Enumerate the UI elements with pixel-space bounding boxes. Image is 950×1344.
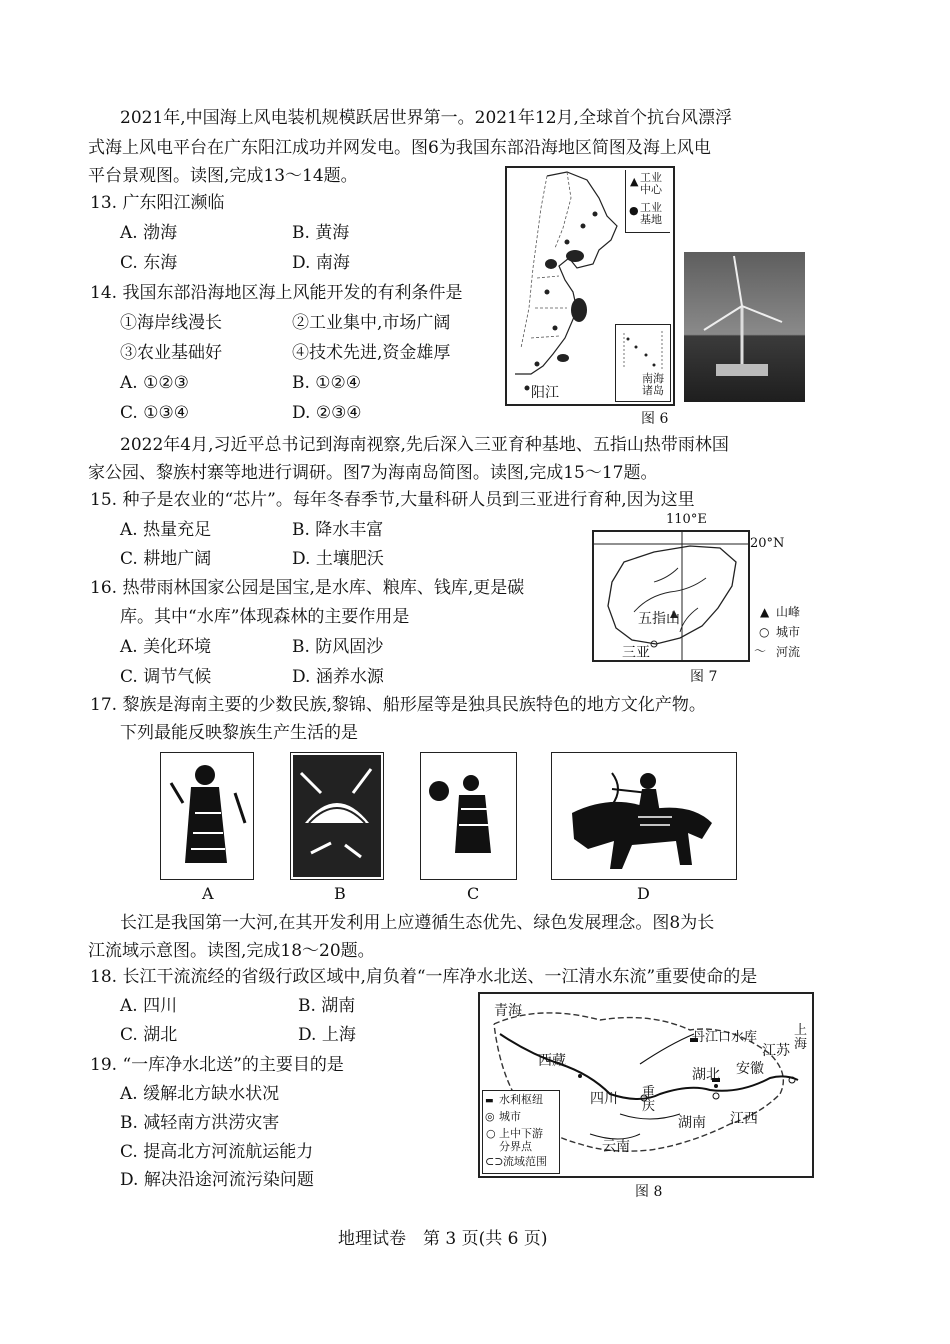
blob-icon: ● <box>629 204 639 217</box>
figure-8-yangtze-basin-map <box>478 992 814 1178</box>
dot-icon: ○ <box>486 1127 496 1140</box>
south-china-sea-inset <box>615 324 671 402</box>
option-b-label: B <box>334 884 346 903</box>
question-15-option-d: D. 土壤肥沃 <box>292 549 384 569</box>
label-danjiangkou-reservoir: 丹江口水库 <box>692 1030 758 1045</box>
question-18-stem: 18. 长江干流流经的省级行政区域中,肩负着“一库净水北送、一江清水东流”重要使命的是 <box>90 967 758 987</box>
option-c-papercut-drummer <box>420 752 517 880</box>
question-15-option-c: C. 耕地广阔 <box>120 549 212 569</box>
question-16-stem-line-2: 库。其中“水库”体现森林的主要作用是 <box>120 607 410 627</box>
question-16-option-a: A. 美化环境 <box>120 637 212 657</box>
question-14-stem: 14. 我国东部沿海地区海上风能开发的有利条件是 <box>90 283 463 303</box>
legend-industrial-center: 工业中心 <box>640 171 662 196</box>
basin-icon: ⊂⊃ <box>485 1155 504 1168</box>
question-14-option-d: D. ②③④ <box>292 403 362 423</box>
figure-6-east-coast-map <box>505 166 675 406</box>
legend-city: 城市 <box>776 625 801 639</box>
question-18-option-a: A. 四川 <box>120 996 178 1016</box>
intro-paragraph-line: 家公园、黎族村寨等地进行调研。图7为海南岛简图。读图,完成15～17题。 <box>88 463 658 483</box>
legend-reach-boundary: 上中下游 <box>499 1127 543 1140</box>
question-18-option-c: C. 湖北 <box>120 1025 178 1045</box>
legend-basin: 流域范围 <box>503 1155 547 1168</box>
longitude-label: 110°E <box>666 512 707 527</box>
question-16-option-d: D. 涵养水源 <box>292 667 384 687</box>
figure-7-hainan-map <box>592 530 750 662</box>
intro-paragraph-line: 江流域示意图。读图,完成18～20题。 <box>88 941 375 961</box>
city-icon: ◎ <box>485 1110 495 1123</box>
label-hunan: 湖南 <box>678 1115 706 1131</box>
label-chongqing: 重庆 <box>642 1085 656 1114</box>
question-19-option-d: D. 解决沿途河流污染问题 <box>120 1170 314 1190</box>
question-13-option-a: A. 渤海 <box>120 223 178 243</box>
figure-6-caption: 图 6 <box>641 411 669 427</box>
label-anhui: 安徽 <box>736 1061 764 1077</box>
figure-6-legend <box>625 170 670 233</box>
triangle-icon: ▲ <box>630 175 639 188</box>
question-19-option-c: C. 提高北方河流航运能力 <box>120 1142 314 1162</box>
question-19-option-b: B. 减轻南方洪涝灾害 <box>120 1113 280 1133</box>
boat-house-icon <box>291 753 383 879</box>
intro-paragraph-line: 式海上风电平台在广东阳江成功并网发电。图6为我国东部沿海地区简图及海上风电 <box>88 138 711 158</box>
question-19-option-a: A. 缓解北方缺水状况 <box>120 1084 280 1104</box>
option-c-label: C <box>467 884 480 903</box>
question-15-option-a: A. 热量充足 <box>120 520 212 540</box>
legend-river: 河流 <box>776 645 801 659</box>
option-a-papercut-woman <box>160 752 254 880</box>
sanya-label: 三亚 <box>622 645 650 661</box>
question-13-option-c: C. 东海 <box>120 253 178 273</box>
option-d-label: D <box>637 884 650 903</box>
label-hubei: 湖北 <box>692 1067 720 1083</box>
question-19-stem: 19. “一库净水北送”的主要目的是 <box>90 1055 344 1075</box>
label-jiangxi: 江西 <box>730 1111 758 1127</box>
question-15-stem: 15. 种子是农业的“芯片”。每年冬春季节,大量科研人员到三亚进行育种,因为这里 <box>90 490 695 510</box>
question-14-item-2: ②工业集中,市场广阔 <box>292 313 451 333</box>
label-shanghai: 上海 <box>794 1023 808 1052</box>
intro-paragraph-line: 2022年4月,习近平总书记到海南视察,先后深入三亚育种基地、五指山热带雨林国 <box>120 435 729 455</box>
wind-turbine-icon <box>684 252 805 402</box>
peak-icon: ▲ <box>760 605 770 619</box>
horse-archer-icon <box>552 753 736 879</box>
inset-islands <box>616 325 670 375</box>
question-17-stem-line-2: 下列最能反映黎族生产生活的是 <box>120 723 358 743</box>
legend-city: 城市 <box>499 1110 521 1123</box>
question-15-option-b: B. 降水丰富 <box>292 520 384 540</box>
woman-figure-icon <box>161 753 253 879</box>
option-a-label: A <box>202 884 214 903</box>
option-d-papercut-horse-rider <box>551 752 737 880</box>
hainan-outline <box>594 532 748 660</box>
legend-peak: 山峰 <box>776 605 801 619</box>
wuzhishan-label: 五指山 <box>638 611 680 627</box>
city-icon: ○ <box>759 625 770 639</box>
label-xizang: 西藏 <box>538 1053 566 1069</box>
question-14-item-3: ③农业基础好 <box>120 343 222 363</box>
latitude-label: 20°N <box>750 536 785 551</box>
label-jiangsu: 江苏 <box>762 1043 790 1059</box>
city-label-yangjiang: 阳江 <box>531 385 559 401</box>
question-13-option-d: D. 南海 <box>292 253 350 273</box>
question-14-option-b: B. ①②④ <box>292 373 362 393</box>
intro-paragraph-line: 长江是我国第一大河,在其开发利用上应遵循生态优先、绿色发展理念。图8为长 <box>120 913 715 933</box>
intro-paragraph-line: 2021年,中国海上风电装机规模跃居世界第一。2021年12月,全球首个抗台风漂浮 <box>120 108 732 128</box>
question-13-option-b: B. 黄海 <box>292 223 350 243</box>
question-16-stem-line-1: 16. 热带雨林国家公园是国宝,是水库、粮库、钱库,更是碳 <box>90 578 525 598</box>
river-icon: 〜 <box>754 644 767 658</box>
figure-8-caption: 图 8 <box>635 1184 663 1200</box>
page-footer: 地理试卷 第 3 页(共 6 页) <box>338 1229 548 1249</box>
legend-hydro-project: 水利枢纽 <box>499 1093 543 1106</box>
legend-reach-boundary-2: 分界点 <box>499 1140 532 1153</box>
question-13-stem: 13. 广东阳江濒临 <box>90 193 225 213</box>
question-16-option-c: C. 调节气候 <box>120 667 212 687</box>
inset-label: 南海诸岛 <box>642 372 664 397</box>
figure-8-legend <box>482 1090 560 1174</box>
label-yunnan: 云南 <box>602 1139 630 1155</box>
dam-icon: ▬ <box>485 1096 494 1106</box>
option-b-papercut-boat-house <box>290 752 384 880</box>
question-18-option-b: B. 湖南 <box>298 996 356 1016</box>
offshore-wind-platform-photo <box>684 252 805 402</box>
question-14-item-4: ④技术先进,资金雄厚 <box>292 343 451 363</box>
intro-paragraph-line: 平台景观图。读图,完成13～14题。 <box>88 166 358 186</box>
label-qinghai: 青海 <box>494 1003 522 1019</box>
question-16-option-b: B. 防风固沙 <box>292 637 384 657</box>
label-sichuan: 四川 <box>590 1091 618 1107</box>
question-14-item-1: ①海岸线漫长 <box>120 313 222 333</box>
question-14-option-a: A. ①②③ <box>120 373 189 393</box>
question-18-option-d: D. 上海 <box>298 1025 356 1045</box>
question-17-stem-line-1: 17. 黎族是海南主要的少数民族,黎锦、船形屋等是独具民族特色的地方文化产物。 <box>90 695 706 715</box>
drummer-figure-icon <box>421 753 516 879</box>
question-14-option-c: C. ①③④ <box>120 403 189 423</box>
figure-7-caption: 图 7 <box>690 669 718 685</box>
legend-industrial-base: 工业基地 <box>640 201 662 226</box>
